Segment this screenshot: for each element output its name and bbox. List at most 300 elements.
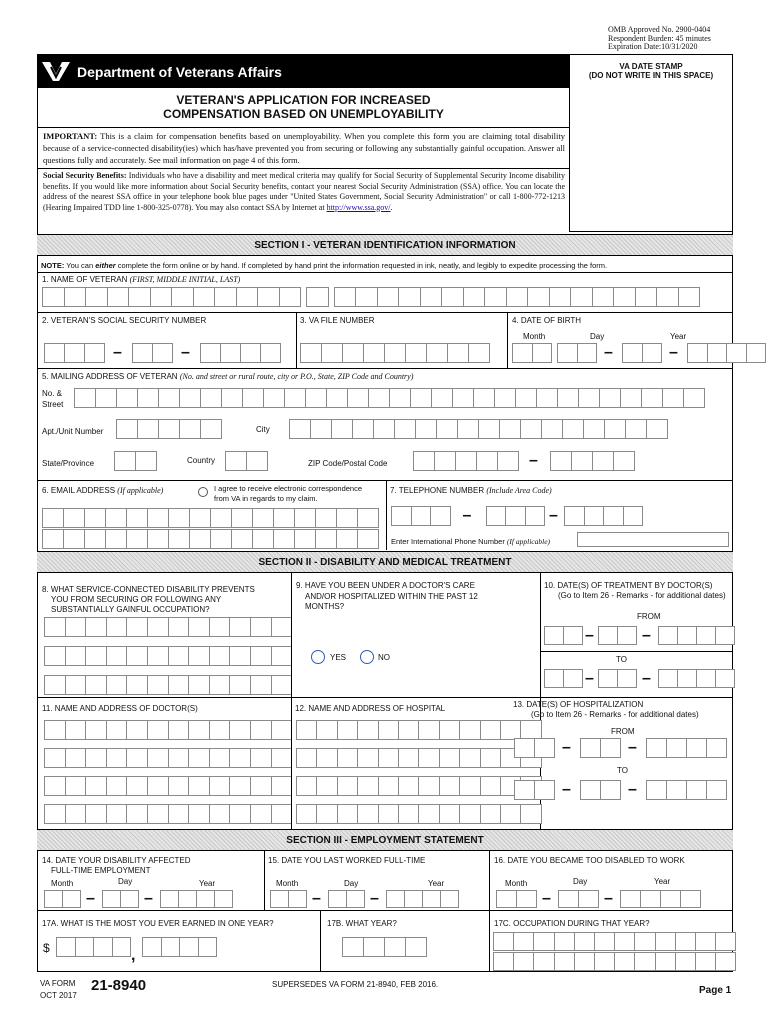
char-box[interactable] <box>571 451 593 471</box>
char-box[interactable] <box>533 932 554 951</box>
char-box[interactable] <box>200 419 222 439</box>
char-box[interactable] <box>188 720 210 740</box>
char-box[interactable] <box>336 508 358 528</box>
char-box[interactable] <box>534 780 555 800</box>
char-box[interactable] <box>580 780 601 800</box>
char-box[interactable] <box>480 776 501 796</box>
char-box[interactable] <box>357 748 378 768</box>
char-box[interactable] <box>250 646 272 666</box>
char-box[interactable] <box>646 738 667 758</box>
char-box[interactable] <box>105 508 127 528</box>
char-box[interactable] <box>513 952 534 971</box>
char-box[interactable] <box>583 419 605 439</box>
char-box[interactable] <box>196 890 215 908</box>
char-box[interactable] <box>126 748 148 768</box>
char-box[interactable] <box>493 932 514 951</box>
char-box[interactable] <box>42 529 64 549</box>
char-box[interactable] <box>696 626 716 645</box>
char-box[interactable] <box>270 890 289 908</box>
char-box[interactable] <box>363 343 385 363</box>
char-box[interactable] <box>558 890 579 908</box>
char-box[interactable] <box>271 776 293 796</box>
char-box[interactable] <box>137 388 159 408</box>
char-box[interactable] <box>328 890 347 908</box>
char-box[interactable] <box>459 804 480 824</box>
char-box[interactable] <box>188 617 210 637</box>
char-box[interactable] <box>106 804 128 824</box>
char-box[interactable] <box>373 419 395 439</box>
char-box[interactable] <box>646 419 668 439</box>
char-box[interactable] <box>126 804 148 824</box>
char-box[interactable] <box>44 617 66 637</box>
char-box[interactable] <box>65 617 87 637</box>
char-box[interactable] <box>279 287 302 307</box>
char-box[interactable] <box>263 388 285 408</box>
char-box[interactable] <box>300 343 322 363</box>
char-box[interactable] <box>342 343 364 363</box>
char-box[interactable] <box>662 388 684 408</box>
char-box[interactable] <box>331 419 353 439</box>
char-box[interactable] <box>634 952 655 971</box>
char-box[interactable] <box>337 720 358 740</box>
char-box[interactable] <box>592 287 615 307</box>
char-box[interactable] <box>715 626 735 645</box>
char-box[interactable] <box>532 343 553 363</box>
char-box[interactable] <box>284 388 306 408</box>
char-box[interactable] <box>544 669 564 688</box>
char-box[interactable] <box>715 669 735 688</box>
char-box[interactable] <box>306 287 329 307</box>
char-box[interactable] <box>439 748 460 768</box>
char-box[interactable] <box>695 952 716 971</box>
char-box[interactable] <box>116 419 138 439</box>
char-box[interactable] <box>126 646 148 666</box>
char-box[interactable] <box>114 451 136 471</box>
char-box[interactable] <box>480 748 501 768</box>
char-box[interactable] <box>468 343 490 363</box>
char-box[interactable] <box>658 669 678 688</box>
char-box[interactable] <box>398 720 419 740</box>
char-box[interactable] <box>480 804 501 824</box>
char-box[interactable] <box>44 343 65 363</box>
char-box[interactable] <box>377 287 400 307</box>
char-box[interactable] <box>84 529 106 549</box>
char-box[interactable] <box>168 675 190 695</box>
char-box[interactable] <box>634 932 655 951</box>
char-box[interactable] <box>536 388 558 408</box>
char-box[interactable] <box>209 646 231 666</box>
char-box[interactable] <box>603 506 624 526</box>
char-box[interactable] <box>357 804 378 824</box>
char-box[interactable] <box>326 388 348 408</box>
char-box[interactable] <box>455 451 477 471</box>
char-box[interactable] <box>64 343 85 363</box>
char-box[interactable] <box>613 451 635 471</box>
char-box[interactable] <box>642 343 663 363</box>
char-box[interactable] <box>250 675 272 695</box>
char-box[interactable] <box>56 937 76 957</box>
char-box[interactable] <box>294 508 316 528</box>
char-box[interactable] <box>378 720 399 740</box>
char-box[interactable] <box>214 287 237 307</box>
char-box[interactable] <box>706 780 727 800</box>
char-box[interactable] <box>459 720 480 740</box>
char-box[interactable] <box>598 669 618 688</box>
char-box[interactable] <box>85 646 107 666</box>
char-box[interactable] <box>513 932 534 951</box>
char-box[interactable] <box>147 646 169 666</box>
char-box[interactable] <box>411 506 432 526</box>
char-box[interactable] <box>106 675 128 695</box>
char-box[interactable] <box>398 748 419 768</box>
char-box[interactable] <box>514 738 535 758</box>
char-box[interactable] <box>209 720 231 740</box>
char-box[interactable] <box>316 776 337 796</box>
char-box[interactable] <box>158 388 180 408</box>
char-box[interactable] <box>715 952 736 971</box>
char-box[interactable] <box>493 952 514 971</box>
char-box[interactable] <box>706 738 727 758</box>
char-box[interactable] <box>378 804 399 824</box>
char-box[interactable] <box>342 937 364 957</box>
char-box[interactable] <box>726 343 747 363</box>
char-box[interactable] <box>296 720 317 740</box>
char-box[interactable] <box>188 748 210 768</box>
char-box[interactable] <box>620 388 642 408</box>
char-box[interactable] <box>65 748 87 768</box>
char-box[interactable] <box>389 388 411 408</box>
char-box[interactable] <box>158 419 180 439</box>
char-box[interactable] <box>550 451 572 471</box>
char-box[interactable] <box>84 343 105 363</box>
char-box[interactable] <box>168 804 190 824</box>
char-box[interactable] <box>126 720 148 740</box>
char-box[interactable] <box>405 937 427 957</box>
char-box[interactable] <box>160 890 179 908</box>
char-box[interactable] <box>431 388 453 408</box>
char-box[interactable] <box>63 508 85 528</box>
char-box[interactable] <box>436 419 458 439</box>
char-box[interactable] <box>250 776 272 796</box>
char-box[interactable] <box>85 675 107 695</box>
char-box[interactable] <box>147 804 169 824</box>
char-box[interactable] <box>126 617 148 637</box>
char-box[interactable] <box>660 890 681 908</box>
char-box[interactable] <box>106 748 128 768</box>
char-box[interactable] <box>404 890 423 908</box>
char-box[interactable] <box>505 506 526 526</box>
char-box[interactable] <box>500 804 521 824</box>
char-box[interactable] <box>65 646 87 666</box>
char-box[interactable] <box>549 287 572 307</box>
char-box[interactable] <box>85 287 108 307</box>
char-box[interactable] <box>715 932 736 951</box>
char-box[interactable] <box>563 669 583 688</box>
char-box[interactable] <box>315 529 337 549</box>
char-box[interactable] <box>687 343 708 363</box>
char-box[interactable] <box>391 506 412 526</box>
char-box[interactable] <box>44 675 66 695</box>
char-box[interactable] <box>84 508 106 528</box>
char-box[interactable] <box>288 890 307 908</box>
char-box[interactable] <box>463 287 486 307</box>
char-box[interactable] <box>594 952 615 971</box>
char-box[interactable] <box>497 451 519 471</box>
char-box[interactable] <box>557 388 579 408</box>
char-box[interactable] <box>271 646 293 666</box>
char-box[interactable] <box>65 720 87 740</box>
char-box[interactable] <box>580 738 601 758</box>
char-box[interactable] <box>231 508 253 528</box>
char-box[interactable] <box>294 529 316 549</box>
char-box[interactable] <box>198 937 218 957</box>
char-box[interactable] <box>658 626 678 645</box>
char-box[interactable] <box>214 890 233 908</box>
char-box[interactable] <box>678 287 701 307</box>
char-box[interactable] <box>600 780 621 800</box>
char-box[interactable] <box>746 343 767 363</box>
char-box[interactable] <box>250 720 272 740</box>
char-box[interactable] <box>413 451 435 471</box>
char-box[interactable] <box>512 343 533 363</box>
char-box[interactable] <box>584 506 605 526</box>
char-box[interactable] <box>128 287 151 307</box>
char-box[interactable] <box>347 388 369 408</box>
char-box[interactable] <box>554 932 575 951</box>
char-box[interactable] <box>171 287 194 307</box>
char-box[interactable] <box>337 748 358 768</box>
char-box[interactable] <box>229 748 251 768</box>
char-box[interactable] <box>592 451 614 471</box>
ssa-link[interactable]: http://www.ssa.gov/ <box>326 202 391 212</box>
char-box[interactable] <box>229 720 251 740</box>
char-box[interactable] <box>656 287 679 307</box>
char-box[interactable] <box>459 776 480 796</box>
char-box[interactable] <box>242 388 264 408</box>
char-box[interactable] <box>188 646 210 666</box>
char-box[interactable] <box>527 287 550 307</box>
char-box[interactable] <box>105 529 127 549</box>
char-box[interactable] <box>209 675 231 695</box>
email-consent-radio[interactable] <box>198 487 208 497</box>
char-box[interactable] <box>675 952 696 971</box>
char-box[interactable] <box>250 748 272 768</box>
char-box[interactable] <box>541 419 563 439</box>
char-box[interactable] <box>135 451 157 471</box>
char-box[interactable] <box>168 617 190 637</box>
char-box[interactable] <box>683 388 705 408</box>
char-box[interactable] <box>126 776 148 796</box>
char-box[interactable] <box>666 738 687 758</box>
char-box[interactable] <box>457 419 479 439</box>
char-box[interactable] <box>440 890 459 908</box>
char-box[interactable] <box>85 617 107 637</box>
char-box[interactable] <box>520 804 541 824</box>
char-box[interactable] <box>240 343 261 363</box>
char-box[interactable] <box>598 626 618 645</box>
char-box[interactable] <box>260 343 281 363</box>
char-box[interactable] <box>271 617 293 637</box>
char-box[interactable] <box>252 508 274 528</box>
char-box[interactable] <box>622 343 643 363</box>
char-box[interactable] <box>296 776 317 796</box>
char-box[interactable] <box>168 748 190 768</box>
char-box[interactable] <box>422 890 441 908</box>
char-box[interactable] <box>189 508 211 528</box>
char-box[interactable] <box>677 626 697 645</box>
char-box[interactable] <box>476 451 498 471</box>
char-box[interactable] <box>655 952 676 971</box>
char-box[interactable] <box>95 388 117 408</box>
char-box[interactable] <box>599 388 621 408</box>
char-box[interactable] <box>452 388 474 408</box>
char-box[interactable] <box>85 804 107 824</box>
char-box[interactable] <box>459 748 480 768</box>
char-box[interactable] <box>346 890 365 908</box>
char-box[interactable] <box>420 287 443 307</box>
char-box[interactable] <box>398 776 419 796</box>
char-box[interactable] <box>675 932 696 951</box>
char-box[interactable] <box>516 890 537 908</box>
char-box[interactable] <box>132 343 153 363</box>
char-box[interactable] <box>168 646 190 666</box>
char-box[interactable] <box>316 748 337 768</box>
char-box[interactable] <box>168 508 190 528</box>
char-box[interactable] <box>430 506 451 526</box>
char-box[interactable] <box>496 890 517 908</box>
char-box[interactable] <box>209 617 231 637</box>
char-box[interactable] <box>44 890 63 908</box>
char-box[interactable] <box>116 388 138 408</box>
char-box[interactable] <box>252 529 274 549</box>
char-box[interactable] <box>65 776 87 796</box>
char-box[interactable] <box>368 388 390 408</box>
yes-radio[interactable] <box>311 650 325 664</box>
char-box[interactable] <box>336 529 358 549</box>
char-box[interactable] <box>617 669 637 688</box>
char-box[interactable] <box>500 720 521 740</box>
char-box[interactable] <box>666 780 687 800</box>
char-box[interactable] <box>271 675 293 695</box>
char-box[interactable] <box>574 952 595 971</box>
char-box[interactable] <box>578 388 600 408</box>
char-box[interactable] <box>557 343 578 363</box>
char-box[interactable] <box>646 780 667 800</box>
char-box[interactable] <box>120 890 139 908</box>
char-box[interactable] <box>514 780 535 800</box>
char-box[interactable] <box>188 804 210 824</box>
char-box[interactable] <box>544 626 564 645</box>
char-box[interactable] <box>142 937 162 957</box>
char-box[interactable] <box>250 804 272 824</box>
char-box[interactable] <box>478 419 500 439</box>
char-box[interactable] <box>296 748 317 768</box>
char-box[interactable] <box>613 287 636 307</box>
char-box[interactable] <box>394 419 416 439</box>
char-box[interactable] <box>126 508 148 528</box>
char-box[interactable] <box>686 780 707 800</box>
char-box[interactable] <box>578 890 599 908</box>
char-box[interactable] <box>564 506 585 526</box>
char-box[interactable] <box>200 388 222 408</box>
char-box[interactable] <box>106 776 128 796</box>
char-box[interactable] <box>106 646 128 666</box>
char-box[interactable] <box>398 287 421 307</box>
char-box[interactable] <box>209 748 231 768</box>
char-box[interactable] <box>168 529 190 549</box>
char-box[interactable] <box>337 804 358 824</box>
char-box[interactable] <box>273 529 295 549</box>
char-box[interactable] <box>357 529 379 549</box>
char-box[interactable] <box>189 529 211 549</box>
char-box[interactable] <box>65 675 87 695</box>
char-box[interactable] <box>696 669 716 688</box>
char-box[interactable] <box>271 804 293 824</box>
va-date-stamp-box[interactable] <box>569 54 733 232</box>
char-box[interactable] <box>74 388 96 408</box>
char-box[interactable] <box>229 804 251 824</box>
char-box[interactable] <box>600 738 621 758</box>
char-box[interactable] <box>102 890 121 908</box>
char-box[interactable] <box>321 343 343 363</box>
char-box[interactable] <box>623 506 644 526</box>
char-box[interactable] <box>221 388 243 408</box>
char-box[interactable] <box>480 720 501 740</box>
char-box[interactable] <box>620 890 641 908</box>
char-box[interactable] <box>210 529 232 549</box>
char-box[interactable] <box>236 287 259 307</box>
char-box[interactable] <box>570 287 593 307</box>
char-box[interactable] <box>614 952 635 971</box>
char-box[interactable] <box>378 776 399 796</box>
char-box[interactable] <box>525 506 546 526</box>
char-box[interactable] <box>63 529 85 549</box>
char-box[interactable] <box>439 804 460 824</box>
char-box[interactable] <box>289 419 311 439</box>
char-box[interactable] <box>499 419 521 439</box>
char-box[interactable] <box>209 804 231 824</box>
char-box[interactable] <box>410 388 432 408</box>
char-box[interactable] <box>640 890 661 908</box>
char-box[interactable] <box>271 720 293 740</box>
char-box[interactable] <box>563 626 583 645</box>
char-box[interactable] <box>405 343 427 363</box>
char-box[interactable] <box>426 343 448 363</box>
char-box[interactable] <box>357 508 379 528</box>
char-box[interactable] <box>577 343 598 363</box>
char-box[interactable] <box>439 776 460 796</box>
char-box[interactable] <box>625 419 647 439</box>
char-box[interactable] <box>193 287 216 307</box>
char-box[interactable] <box>225 451 247 471</box>
char-box[interactable] <box>614 932 635 951</box>
char-box[interactable] <box>246 451 268 471</box>
char-box[interactable] <box>334 287 357 307</box>
char-box[interactable] <box>62 890 81 908</box>
char-box[interactable] <box>441 287 464 307</box>
char-box[interactable] <box>210 508 232 528</box>
char-box[interactable] <box>44 776 66 796</box>
char-box[interactable] <box>337 776 358 796</box>
char-box[interactable] <box>209 776 231 796</box>
char-box[interactable] <box>179 388 201 408</box>
char-box[interactable] <box>44 804 66 824</box>
char-box[interactable] <box>161 937 181 957</box>
char-box[interactable] <box>316 804 337 824</box>
char-box[interactable] <box>655 932 676 951</box>
char-box[interactable] <box>635 287 658 307</box>
char-box[interactable] <box>168 720 190 740</box>
